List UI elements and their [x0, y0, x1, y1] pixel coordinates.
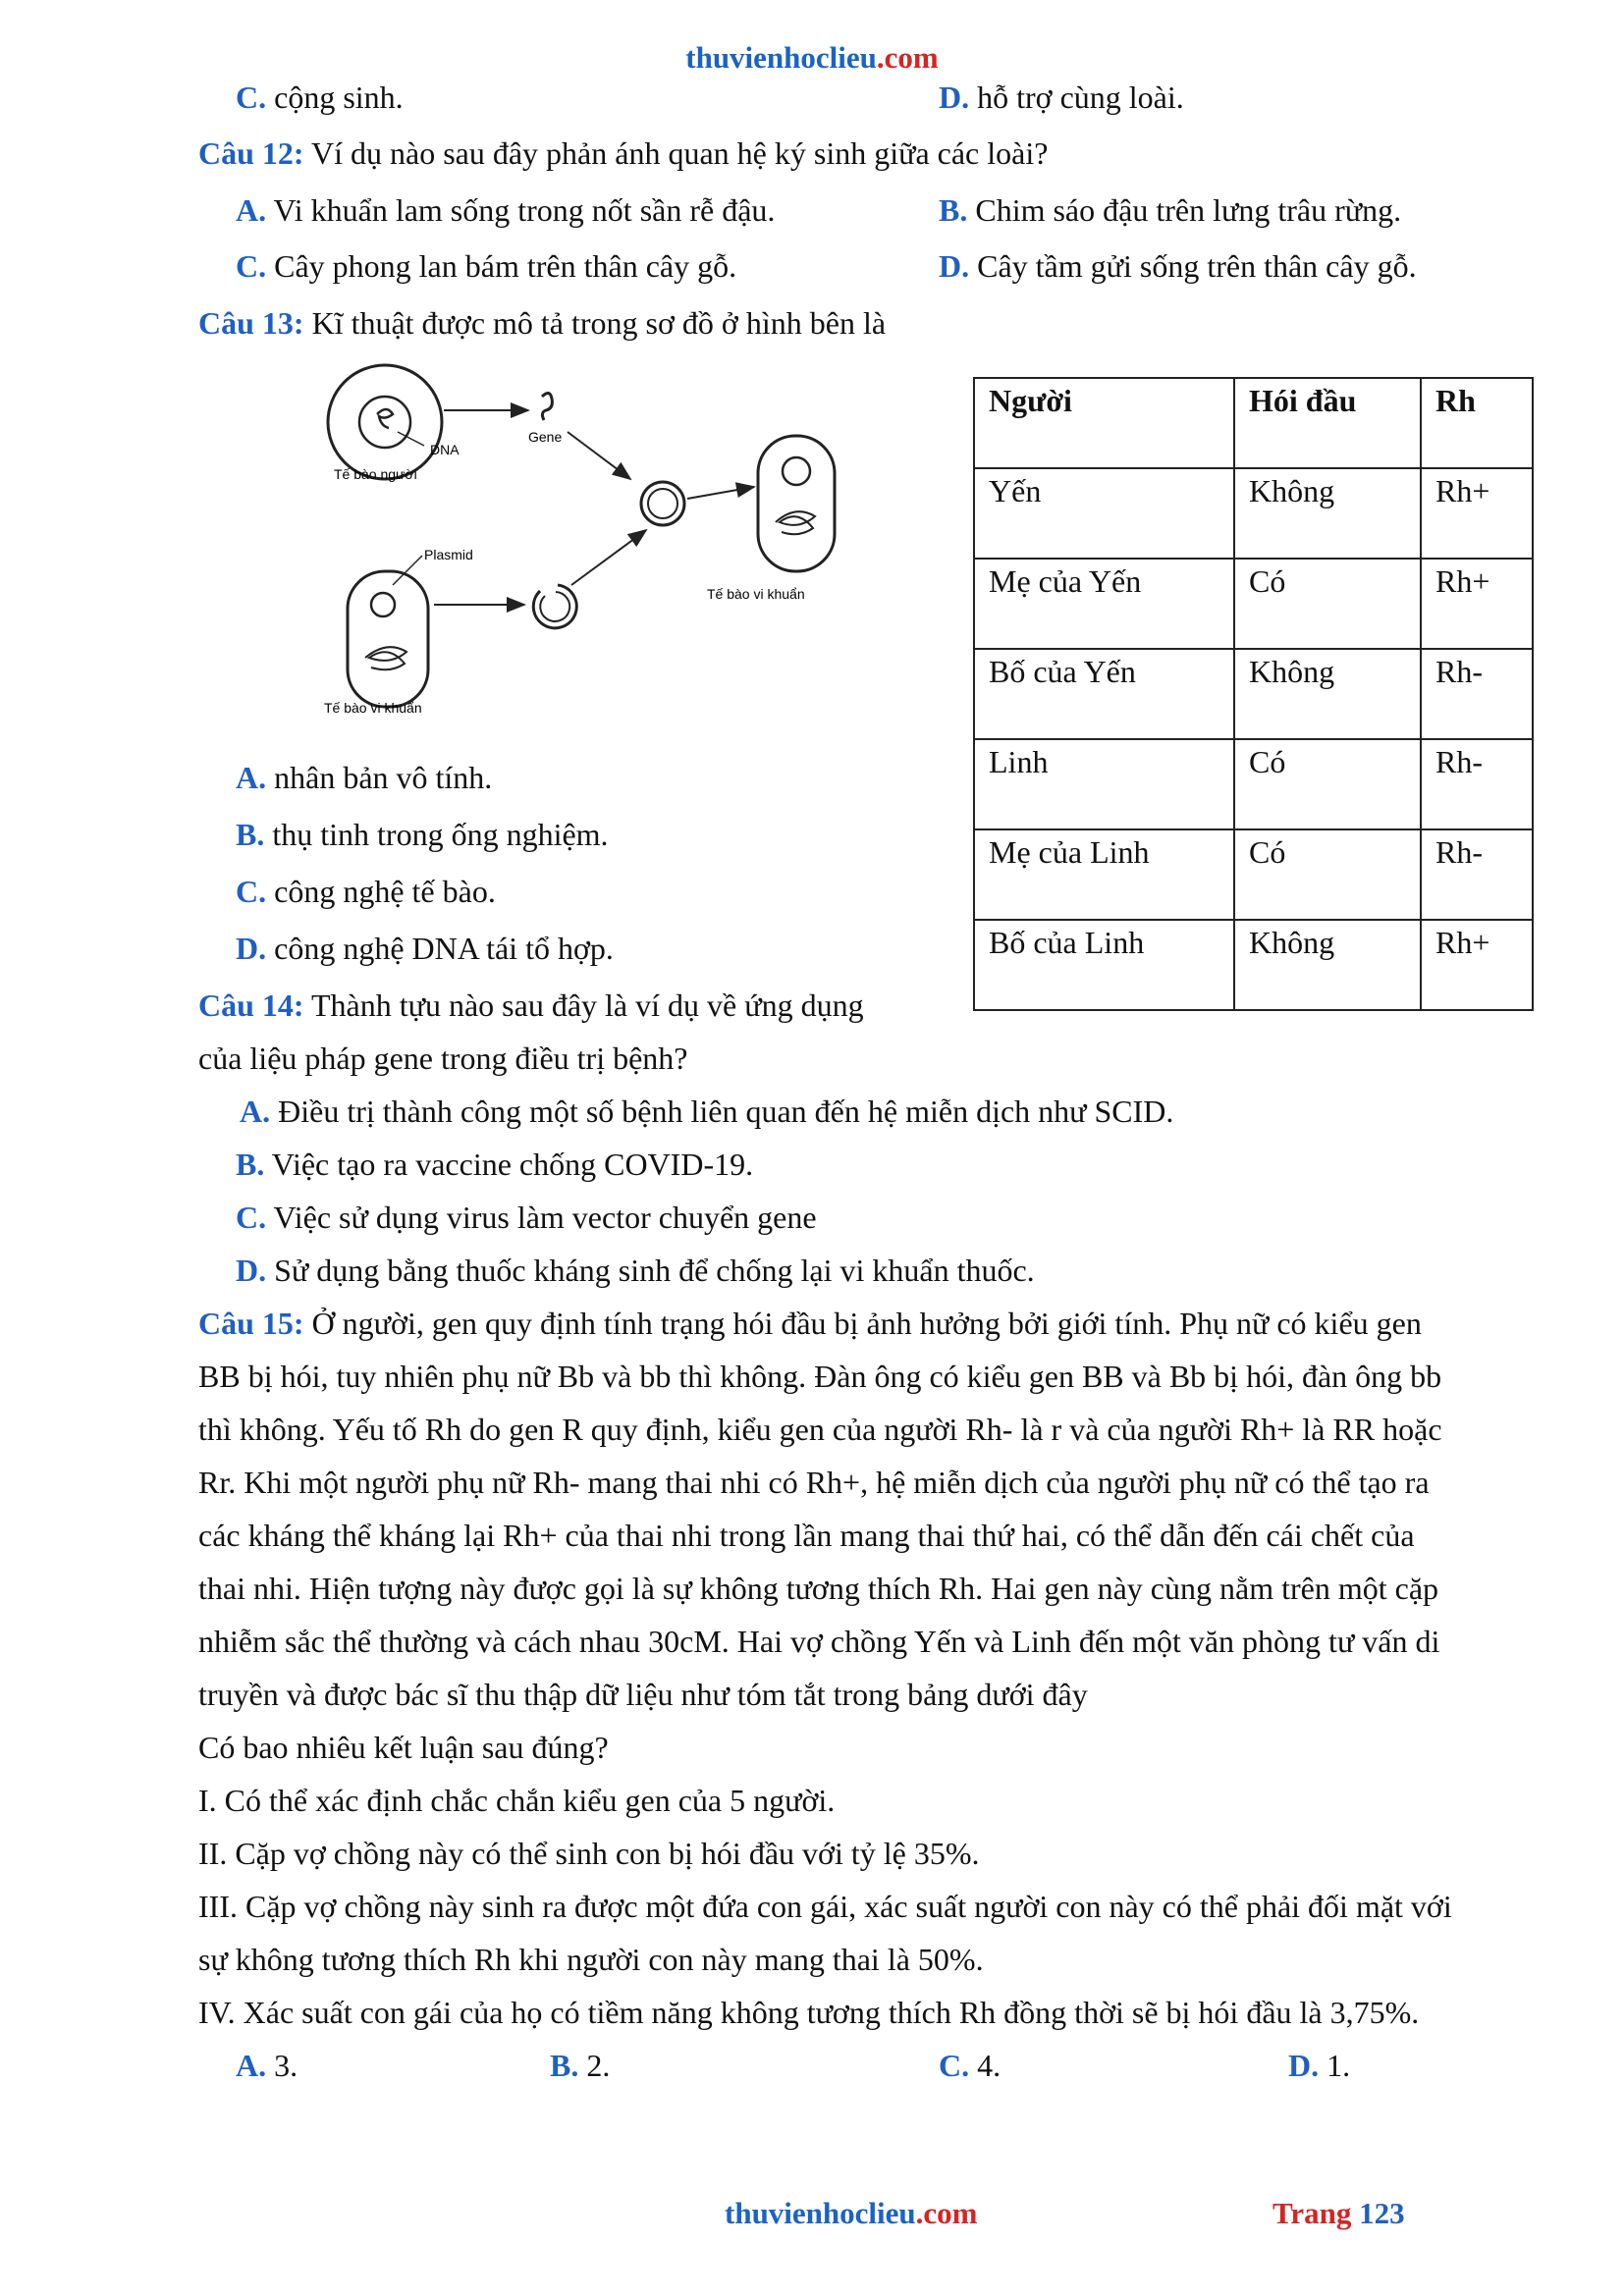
table-row: [974, 559, 1533, 649]
cell-baldness: Không: [1234, 649, 1421, 739]
q15-text-line: Có bao nhiêu kết luận sau đúng?: [198, 1730, 609, 1765]
col-header-baldness: Hói đầu: [1234, 378, 1421, 468]
recombinant-plasmid: [641, 482, 684, 525]
q15-text-line: sự không tương thích Rh khi người con này mang thai là 50%.: [198, 1942, 984, 1977]
q15-question-line: Câu 15: Ở người, gen quy định tính trạng hói đầu bị ảnh hưởng bởi giới tính. Phụ nữ có kiểu gen: [198, 1306, 1422, 1341]
human-cell: [328, 365, 442, 479]
q14-question-line1: Câu 14: Thành tựu nào sau đây là ví dụ về ứng dụng: [198, 988, 864, 1023]
cell-baldness: Không: [1234, 920, 1421, 1010]
q12-question: Câu 12: Ví dụ nào sau đây phản ánh quan hệ ký sinh giữa các loài?: [198, 135, 1049, 171]
q14-option-c: C. Việc sử dụng virus làm vector chuyển gene: [236, 1200, 817, 1235]
cell-person: Mẹ của Linh: [974, 829, 1234, 920]
cell-person: Bố của Linh: [974, 920, 1234, 1010]
gene-label: Gene: [528, 429, 563, 445]
dna-label: DNA: [430, 442, 460, 457]
q15-statement-4: IV. Xác suất con gái của họ có tiềm năng không tương thích Rh đồng thời sẽ bị hói đầu là 3,75%.: [198, 1995, 1420, 2030]
q12-option-b: B. Chim sáo đậu trên lưng trâu rừng.: [939, 192, 1402, 228]
cell-rh: Rh-: [1421, 829, 1533, 920]
site-domain: .com: [876, 40, 939, 75]
q15-text-line: Rr. Khi một người phụ nữ Rh- mang thai nhi có Rh+, hệ miễn dịch của người phụ nữ có thể tạo ra: [198, 1465, 1430, 1500]
cell-baldness: Có: [1234, 829, 1421, 920]
bacteria-left-label: Tế bào vi khuẩn: [324, 700, 422, 716]
bacteria-cell-right: [758, 436, 835, 571]
q15-option-a: A. 3.: [236, 2048, 298, 2083]
cell-person: Linh: [974, 739, 1234, 829]
cell-rh: Rh+: [1421, 920, 1533, 1010]
table-row: [974, 468, 1533, 559]
rh-baldness-table: [973, 377, 1534, 1011]
arrow-to-bacteria: [687, 487, 754, 499]
site-header: [0, 39, 1624, 76]
q12-option-c: C. Cây phong lan bám trên thân cây gỗ.: [236, 248, 737, 284]
q15-text-line: truyền và được bác sĩ thu thập dữ liệu như tóm tắt trong bảng dưới đây: [198, 1677, 1088, 1712]
table-row: [974, 829, 1533, 920]
gene-fragment: [542, 393, 552, 420]
col-header-rh: Rh: [1421, 378, 1533, 468]
cell-person: Mẹ của Yến: [974, 559, 1234, 649]
cell-rh: Rh+: [1421, 559, 1533, 649]
q13-option-d: D. công nghệ DNA tái tổ hợp.: [236, 931, 614, 966]
opened-plasmid: [533, 585, 576, 628]
q15-text-line: nhiễm sắc thể thường và cách nhau 30cM. Hai vợ chồng Yến và Linh đến một văn phòng tư vấn di: [198, 1624, 1440, 1659]
q15-text-line: thì không. Yếu tố Rh do gen R quy định, kiểu gen của người Rh- là r và của người Rh+ là RR hoặc: [198, 1412, 1442, 1447]
cell-baldness: Không: [1234, 468, 1421, 559]
q15-text-line: các kháng thể kháng lại Rh+ của thai nhi trong lần mang thai thứ hai, có thể dẫn đến cái chết của: [198, 1518, 1415, 1553]
table-row: [974, 649, 1533, 739]
cell-rh: Rh+: [1421, 468, 1533, 559]
arrow-gene-to-recombinant: [568, 432, 630, 479]
q15-text-line: thai nhi. Hiện tượng này được gọi là sự không tương thích Rh. Hai gen này cùng nằm trên một cặp: [198, 1571, 1439, 1606]
table-header-row: [974, 378, 1533, 468]
cell-rh: Rh-: [1421, 649, 1533, 739]
col-header-person: Người: [974, 378, 1234, 468]
table-row: [974, 920, 1533, 1010]
footer-site: thuvienhoclieu.com: [725, 2196, 978, 2230]
q13-option-a: A. nhân bản vô tính.: [236, 760, 493, 795]
table-row: [974, 739, 1533, 829]
cell-person: Bố của Yến: [974, 649, 1234, 739]
q15-statement-2: II. Cặp vợ chồng này có thể sinh con bị hói đầu với tỷ lệ 35%.: [198, 1836, 980, 1871]
q13-option-c: C. công nghệ tế bào.: [236, 874, 496, 909]
q14-option-d: D. Sử dụng bằng thuốc kháng sinh để chống lại vi khuẩn thuốc.: [236, 1253, 1035, 1288]
plasmid-label: Plasmid: [424, 547, 473, 562]
q15-option-b: B. 2.: [550, 2048, 611, 2083]
q13-option-b: B. thụ tinh trong ống nghiệm.: [236, 817, 609, 852]
q11-option-d: D. hỗ trợ cùng loài.: [939, 80, 1184, 115]
recombinant-dna-diagram: [314, 363, 844, 726]
q15-statement-1: I. Có thể xác định chắc chắn kiểu gen của 5 người.: [198, 1783, 836, 1818]
cell-person: Yến: [974, 468, 1234, 559]
bacteria-cell-left: [348, 571, 428, 707]
q11-option-c: C. cộng sinh.: [236, 80, 404, 115]
q12-option-a: A. Vi khuẩn lam sống trong nốt sần rễ đậu.: [236, 192, 776, 228]
q14-option-a: A. Điều trị thành công một số bệnh liên quan đến hệ miễn dịch như SCID.: [240, 1094, 1174, 1129]
q12-option-d: D. Cây tầm gửi sống trên thân cây gỗ.: [939, 248, 1417, 284]
q14-question-line2: của liệu pháp gene trong điều trị bệnh?: [198, 1041, 688, 1076]
footer-page-number: Trang 123: [1272, 2196, 1405, 2230]
q14-option-b: B. Việc tạo ra vaccine chống COVID-19.: [236, 1147, 754, 1182]
q15-option-c: C. 4.: [939, 2048, 1001, 2083]
site-name: thuvienhoclieu: [685, 40, 877, 75]
bacteria-right-label: Tế bào vi khuẩn: [707, 586, 805, 602]
arrow-opened-to-recombinant: [571, 530, 646, 585]
cell-rh: Rh-: [1421, 739, 1533, 829]
cell-baldness: Có: [1234, 559, 1421, 649]
human-cell-label: Tế bào người: [334, 466, 417, 482]
q15-statement-3: III. Cặp vợ chồng này sinh ra được một đứa con gái, xác suất người con này có thể phải đối mặt với: [198, 1889, 1452, 1924]
q15-text-line: BB bị hói, tuy nhiên phụ nữ Bb và bb thì không. Đàn ông có kiểu gen BB và Bb bị hói, đàn ông bb: [198, 1359, 1442, 1394]
q13-question: Câu 13: Kĩ thuật được mô tả trong sơ đồ ở hình bên là: [198, 305, 887, 341]
q15-option-d: D. 1.: [1288, 2048, 1351, 2083]
cell-baldness: Có: [1234, 739, 1421, 829]
